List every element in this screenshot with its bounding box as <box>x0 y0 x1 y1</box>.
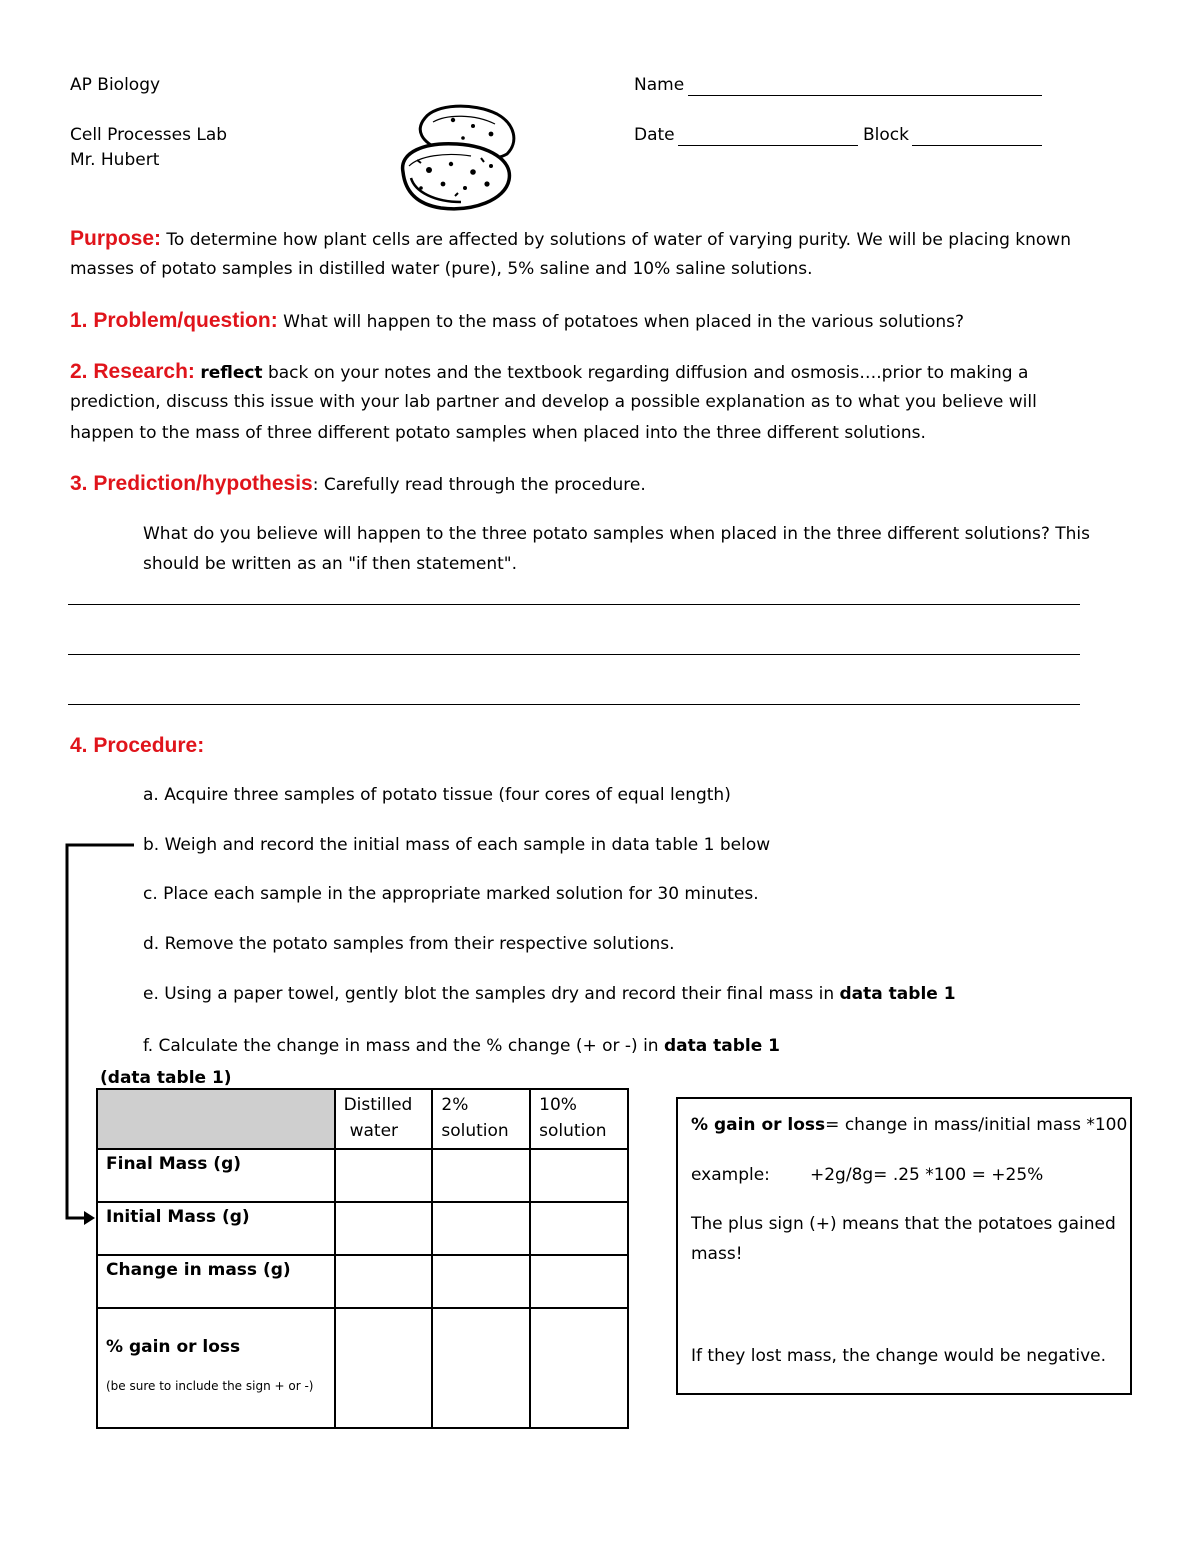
cell-initial-2pct[interactable] <box>432 1202 530 1255</box>
potato-illustration <box>395 100 520 215</box>
table-header-blank <box>97 1089 335 1149</box>
procedure-step-f: f. Calculate the change in mass and the % change (+ or -) in <box>143 1036 664 1056</box>
formula-text: = change in mass/initial mass *100 <box>825 1115 1128 1135</box>
col-header-2pct: 2% solution <box>432 1089 530 1149</box>
example-label: example: <box>691 1165 770 1185</box>
plus-sign-note-line1: The plus sign (+) means that the potatoes gained <box>691 1214 1116 1234</box>
procedure-step-f-bold: data table 1 <box>663 1036 781 1056</box>
cell-change-distilled[interactable] <box>335 1255 433 1308</box>
cell-final-10pct[interactable] <box>530 1149 628 1202</box>
row-pct-note: (be sure to include the sign + or -) <box>106 1379 314 1393</box>
purpose-heading: Purpose: <box>70 227 162 250</box>
procedure-step-d: d. Remove the potato samples from their respective solutions. <box>143 934 675 954</box>
cell-pct-distilled[interactable] <box>335 1308 433 1428</box>
formula-bold: % gain or loss <box>691 1115 826 1135</box>
block-field[interactable] <box>912 145 1042 146</box>
block-label: Block <box>863 125 909 145</box>
row-label-final-mass: Final Mass (g) <box>97 1149 335 1202</box>
table-row <box>97 1308 628 1428</box>
prediction-question-line1: What do you believe will happen to the three potato samples when placed in the three different solutions? This <box>143 524 1091 544</box>
procedure-step-e-bold: data table 1 <box>839 984 956 1004</box>
research-text-line3: happen to the mass of three different potato samples when placed into the three different solutions. <box>70 423 926 443</box>
row-label-change-in-mass: Change in mass (g) <box>97 1255 335 1308</box>
prediction-text: Carefully read through the procedure. <box>323 475 646 495</box>
answer-line-1[interactable] <box>68 604 1080 605</box>
col-header-10pct: 10% solution <box>530 1089 628 1149</box>
formula-info-box <box>676 1097 1132 1395</box>
cell-change-10pct[interactable] <box>530 1255 628 1308</box>
table-row <box>97 1255 628 1308</box>
prediction-heading: 3. Prediction/hypothesis <box>70 472 313 495</box>
procedure-step-a: a. Acquire three samples of potato tissue (four cores of equal length) <box>143 785 731 805</box>
cell-pct-2pct[interactable] <box>432 1308 530 1428</box>
cell-final-2pct[interactable] <box>432 1149 530 1202</box>
research-bold-word: reflect <box>200 363 263 383</box>
problem-heading: 1. Problem/question: <box>70 309 278 332</box>
procedure-heading: 4. Procedure: <box>70 734 205 757</box>
name-field[interactable] <box>688 95 1042 96</box>
row-label-pct-gain-loss: % gain or loss (be sure to include the sign + or -) <box>97 1308 335 1428</box>
plus-sign-note-line2: mass! <box>691 1244 743 1264</box>
example-calculation: +2g/8g= .25 *100 = +25% <box>810 1165 1044 1185</box>
cell-change-2pct[interactable] <box>432 1255 530 1308</box>
answer-line-3[interactable] <box>68 704 1080 705</box>
data-table <box>96 1088 629 1429</box>
date-field[interactable] <box>678 145 858 146</box>
prediction-colon: : <box>312 475 319 495</box>
cell-pct-10pct[interactable] <box>530 1308 628 1428</box>
col-header-distilled: Distilled water <box>335 1089 433 1149</box>
teacher-name: Mr. Hubert <box>70 150 160 170</box>
name-label: Name <box>634 75 685 95</box>
table-row <box>97 1149 628 1202</box>
procedure-step-b: b. Weigh and record the initial mass of each sample in data table 1 below <box>143 835 771 855</box>
research-heading: 2. Research: <box>70 360 195 383</box>
procedure-step-c: c. Place each sample in the appropriate marked solution for 30 minutes. <box>143 884 759 904</box>
purpose-text-line2: masses of potato samples in distilled water (pure), 5% saline and 10% saline solutions. <box>70 259 813 279</box>
table-caption: (data table 1) <box>100 1068 232 1088</box>
course-title: AP Biology <box>70 75 161 95</box>
cell-initial-10pct[interactable] <box>530 1202 628 1255</box>
research-text-line2: prediction, discuss this issue with your lab partner and develop a possible explanation as to what you believe will <box>70 392 1037 412</box>
procedure-step-e: e. Using a paper towel, gently blot the samples dry and record their final mass in <box>143 984 840 1004</box>
table-row <box>97 1202 628 1255</box>
row-label-initial-mass: Initial Mass (g) <box>97 1202 335 1255</box>
problem-text: What will happen to the mass of potatoes when placed in the various solutions? <box>283 312 965 332</box>
answer-line-2[interactable] <box>68 654 1080 655</box>
research-text-line1: back on your notes and the textbook regarding diffusion and osmosis….prior to making a <box>262 363 1029 383</box>
prediction-question-line2: should be written as an "if then statement". <box>143 554 517 574</box>
purpose-text-line1: To determine how plant cells are affected by solutions of water of varying purity. We will be placing known <box>166 230 1071 250</box>
negative-note: If they lost mass, the change would be negative. <box>691 1346 1106 1366</box>
cell-initial-distilled[interactable] <box>335 1202 433 1255</box>
date-label: Date <box>634 125 675 145</box>
cell-final-distilled[interactable] <box>335 1149 433 1202</box>
lab-title: Cell Processes Lab <box>70 125 228 145</box>
